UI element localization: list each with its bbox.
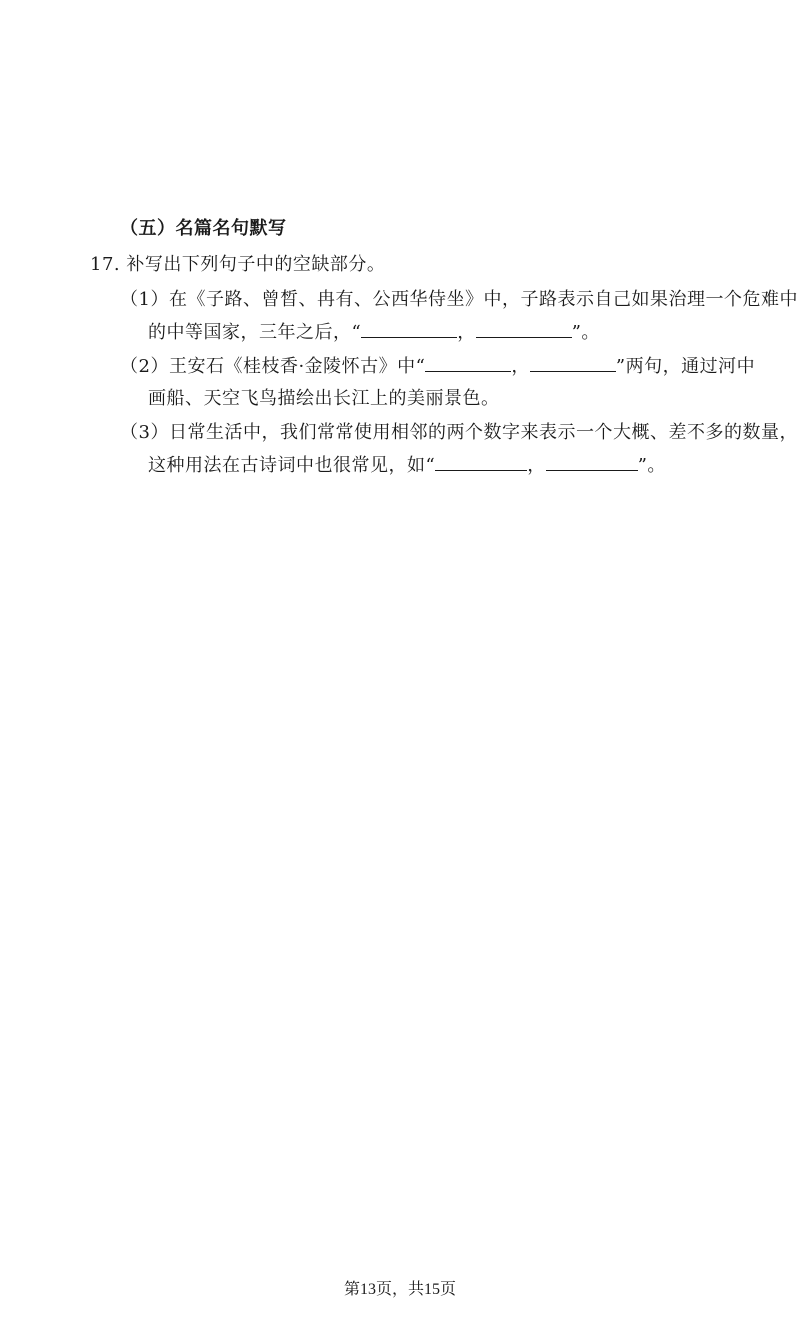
item-2-blank-b[interactable] xyxy=(530,353,616,372)
item-1-blank-b[interactable] xyxy=(476,319,572,338)
question-stem: 补写出下列句子中的空缺部分。 xyxy=(126,254,386,275)
item-2-line2: 画船、天空飞鸟描绘出长江上的美丽景色。 xyxy=(148,388,500,409)
item-3-line1: （3）日常生活中，我们常常使用相邻的两个数字来表示一个大概、差不多的数量， xyxy=(120,422,798,443)
item-1-blank-a[interactable] xyxy=(361,319,457,338)
item-1-line2 xyxy=(148,319,600,346)
page-number: 第13页，共15页 xyxy=(343,1281,456,1298)
item-1-sep: ， xyxy=(457,322,476,343)
item-2-line1 xyxy=(120,353,755,380)
question-number: 17. xyxy=(90,254,121,275)
item-3-line2 xyxy=(148,452,666,479)
item-3-prefix: 这种用法在古诗词中也很常见，如“ xyxy=(148,455,436,476)
item-2-suffix: ”两句，通过河中 xyxy=(615,356,756,377)
item-3-blank-b[interactable] xyxy=(546,452,638,471)
item-3-suffix: ”。 xyxy=(637,455,666,476)
item-1-suffix: ”。 xyxy=(571,322,600,343)
question-17-stem xyxy=(90,252,385,278)
item-2-sep: ， xyxy=(511,356,530,377)
item-1-line1: （1）在《子路、曾晳、冉有、公西华侍坐》中，子路表示自己如果治理一个危难中 xyxy=(120,289,798,310)
item-2-blank-a[interactable] xyxy=(425,353,511,372)
item-3-blank-a[interactable] xyxy=(435,452,527,471)
item-3-sep: ， xyxy=(527,455,546,476)
item-2-prefix: （2）王安石《桂枝香·金陵怀古》中“ xyxy=(120,356,426,377)
section-title: （五）名篇名句默写 xyxy=(120,218,287,239)
item-1-prefix: 的中等国家，三年之后，“ xyxy=(148,322,362,343)
